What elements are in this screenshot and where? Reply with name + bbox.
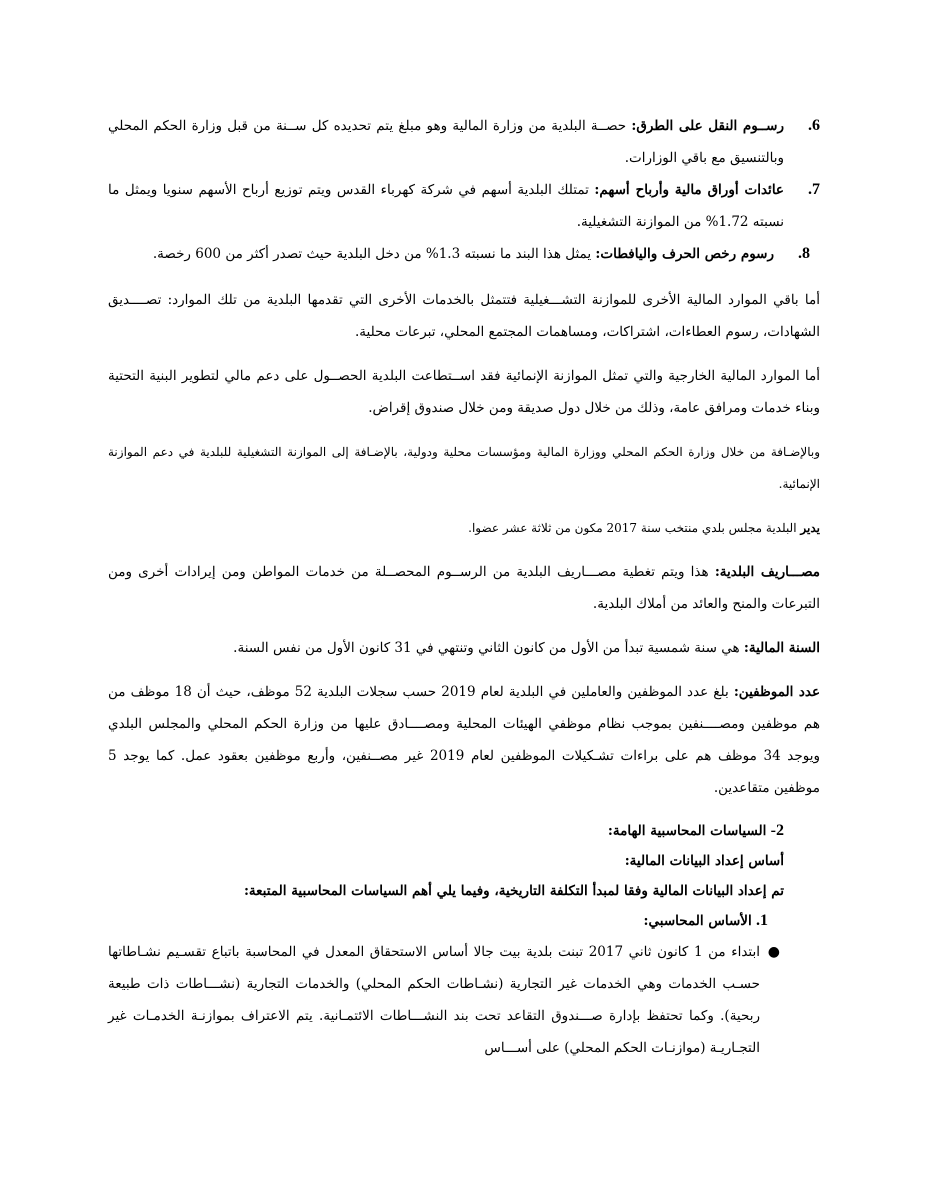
paragraph-other-resources: أما باقي الموارد المالية الأخرى للموازنة التشـــغيلية فتتمثل بالخدمات الأخرى التي تقدمها البلدية من تلك الموارد: تصــــديق الشهادات، رسوم العطاءات، اشتراكات، ومساهمات المجتمع المحلي، تبرعات محلية.	[108, 292, 820, 340]
council-label: يدير	[800, 521, 820, 535]
paragraph-expenses	[108, 556, 820, 620]
employees-label: عدد الموظفين:	[733, 684, 821, 700]
bullet-text: ابتداء من 1 كانون ثاني 2017 تبنت بلدية بيت جالا أساس الاستحقاق المعدل في المحاسبة باتباع تقسـيم نشـاطاتها حسـب الخدمات وهي الخدمات غير التجارية (نشـاطات الحكم المحلي) والخدمات التجارية (نشـــاطات ذات طبيعة ربحية). وكما تحتفظ بإدارة صـــندوق التقاعد تحت بند النشـــاطات الائتمـانية. يتم الاعتراف بموازنـة الخدمـات غير التجـاريـة (موازنـات الحكم المحلي) على أســـاس	[108, 944, 760, 1056]
item-text: تمتلك البلدية أسهم في شركة كهرباء القدس ويتم توزيع أرباح الأسهم سنويا ويمثل ما نسبته 1.72% من الموازنة التشغيلية.	[108, 182, 784, 230]
item-title: رسوم رخص الحرف واليافطات:	[595, 246, 774, 262]
list-item-road-fees	[108, 110, 820, 174]
item-title: رســوم النقل على الطرق:	[631, 118, 784, 134]
expenses-label: مصـــاريف البلدية:	[714, 564, 821, 580]
item-number: 8.	[798, 245, 810, 262]
section-intro: تم إعداد البيانات المالية وفقا لمبدأ التكلفة التاريخية، وفيما يلي أهم السياسات المحاسبية المتبعة:	[243, 883, 784, 899]
fiscal-text: هي سنة شمسية تبدأ من الأول من كانون الثاني وتنتهي في 31 كانون الأول من نفس السنة.	[233, 640, 740, 656]
subsection-title: الأساس المحاسبي:	[643, 913, 752, 929]
paragraph-external-resources: أما الموارد المالية الخارجية والتي تمثل الموازنة الإنمائية فقد اســتطاعت البلدية الحصــول على دعم مالي لتطوير البنية التحتية وبناء خدمات ومرافق عامة، وذلك من خلال دول صديقة ومن خلال صندوق إقراض.	[108, 368, 820, 416]
council-text: البلدية مجلس بلدي منتخب سنة 2017 مكون من ثلاثة عشر عضوا.	[468, 521, 797, 535]
section-subtitle: أساس إعداد البيانات المالية:	[624, 853, 784, 869]
employees-text: بلغ عدد الموظفين والعاملين في البلدية لعام 2019 حسب سجلات البلدية 52 موظف، حيث أن 18 موظف من هم موظفين ومصــــنفين بموجب نظام موظفي الهيئات المحلية ومصــــادق عليها من وزارة الحكم المحلي والمجلس البلدي ويوجد 34 موظف هم على براءات تشـكيلات الموظفين لعام 2019 غير مصــنفين، وأربع موظفين بعقود عمل. كما يوجد 5 موظفين متقاعدين.	[108, 684, 820, 796]
section-heading	[108, 816, 820, 846]
list-item-securities	[108, 174, 820, 238]
item-text: حصــة البلدية من وزارة المالية وهو مبلغ يتم تحديده كل ســنة من قبل وزارة الحكم المحلي وبالتنسيق مع باقي الوزارات.	[108, 118, 784, 166]
subsection-heading	[108, 906, 820, 936]
paragraph-fiscal-year	[108, 632, 820, 664]
item-number: 7.	[808, 181, 820, 198]
paragraph-council	[108, 512, 820, 544]
subsection-number: 1.	[756, 912, 768, 929]
list-item-licenses	[108, 238, 810, 270]
bullet-item-accounting-basis	[108, 936, 820, 1064]
expenses-text: هذا ويتم تغطية مصـــاريف البلدية من الرســوم المحصــلة من خدمات المواطن ومن إيرادات أخرى ومن التبرعات والمنح والعائد من أملاك البلدية.	[108, 564, 820, 612]
paragraph-additionally: وبالإضـافة من خلال وزارة الحكم المحلي ووزارة المالية ومؤسسات محلية ودولية، بالإضـافة إلى الموازنة التشغيلية للبلدية في دعم الموازنة الإنمائية.	[108, 445, 820, 491]
fiscal-label: السنة المالية:	[743, 640, 820, 656]
section-title: السياسات المحاسبية الهامة:	[607, 823, 767, 839]
item-title: عائدات أوراق مالية وأرباح أسهم:	[594, 182, 784, 198]
section-number: 2-	[770, 822, 784, 839]
document-page	[108, 110, 820, 1064]
item-number: 6.	[808, 117, 820, 134]
bullet-icon: ●	[767, 944, 780, 960]
paragraph-employees	[108, 676, 820, 804]
item-text: يمثل هذا البند ما نسبته 1.3% من دخل البلدية حيث تصدر أكثر من 600 رخصة.	[152, 246, 592, 262]
